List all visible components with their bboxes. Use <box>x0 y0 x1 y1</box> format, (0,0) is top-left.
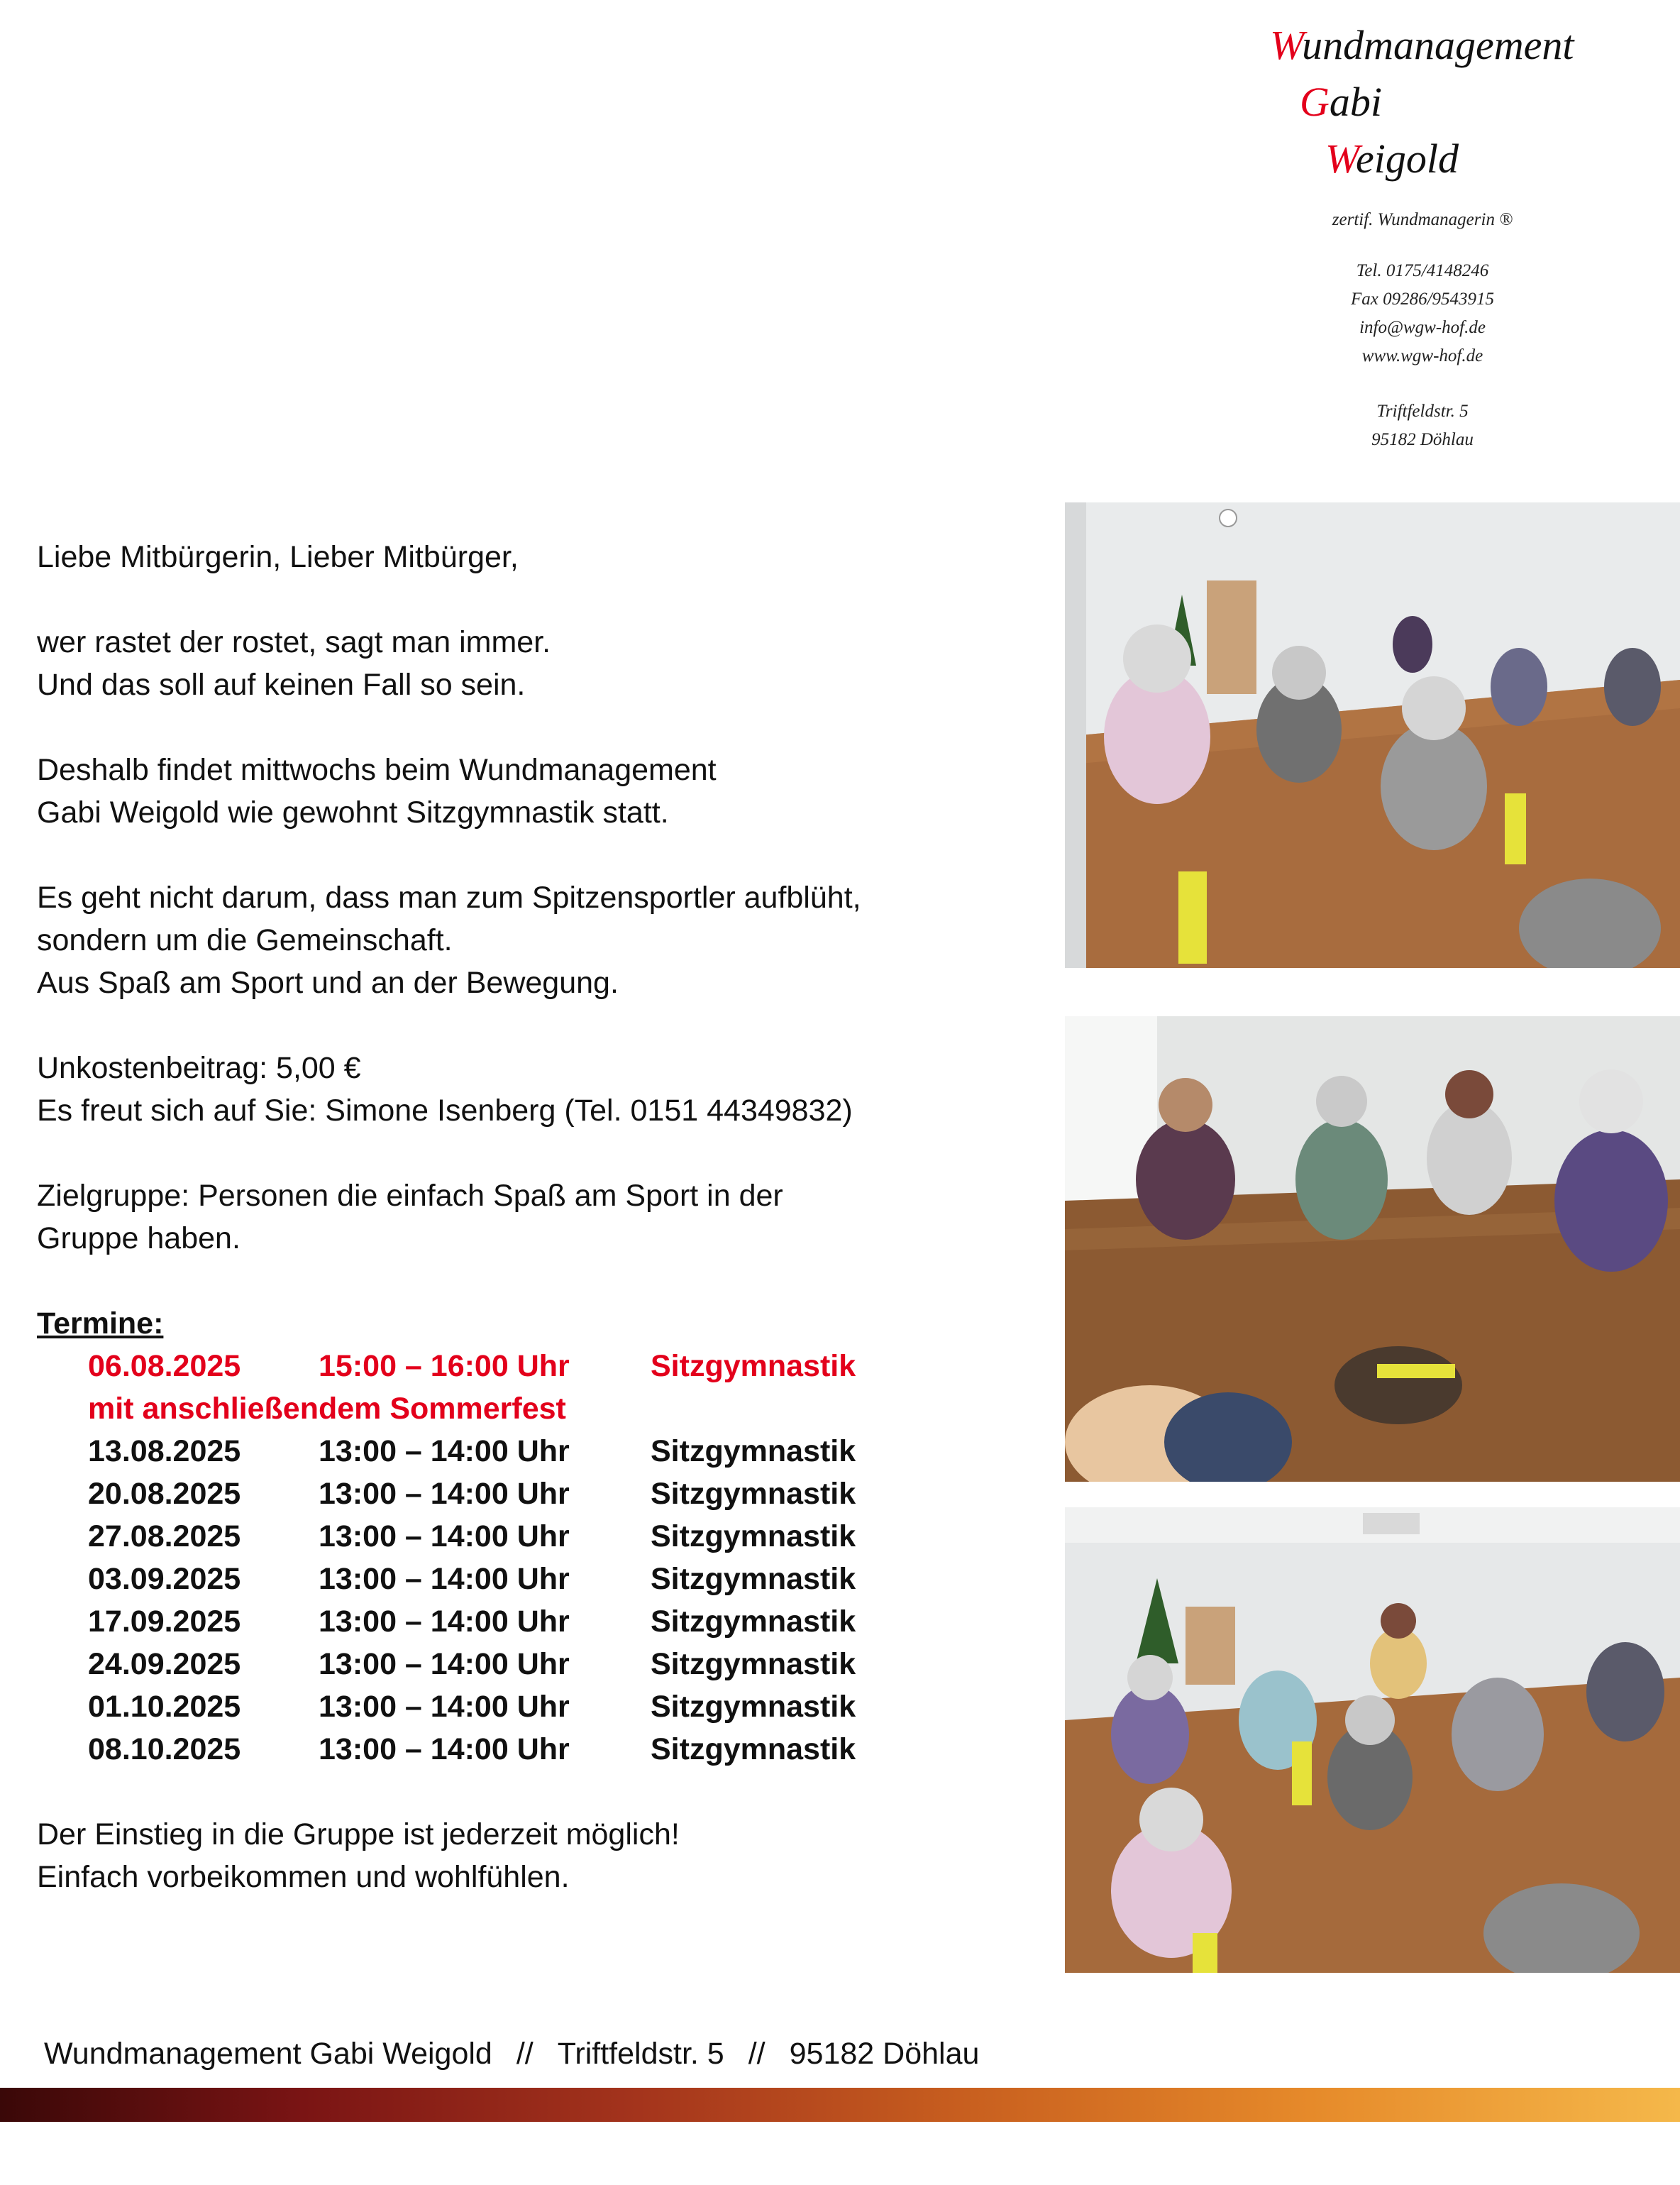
date-row-note <box>88 1387 1030 1430</box>
date-row <box>88 1685 1030 1728</box>
event: Sitzgymnastik <box>651 1732 856 1766</box>
dates-heading: Termine: <box>37 1306 164 1341</box>
text-line: Und das soll auf keinen Fall so sein. <box>37 668 526 702</box>
event-note: mit anschließendem Sommerfest <box>88 1392 566 1426</box>
date-row <box>88 1600 1030 1643</box>
address-street: Triftfeldstr. 5 <box>1376 402 1469 421</box>
email[interactable]: info@wgw-hof.de <box>1359 318 1486 337</box>
certification: zertif. Wundmanagerin ® <box>1332 210 1513 229</box>
time: 13:00 – 14:00 Uhr <box>319 1519 570 1553</box>
photo-group-exercise-2 <box>1065 1016 1680 1482</box>
date: 06.08.2025 <box>88 1349 241 1383</box>
time: 15:00 – 16:00 Uhr <box>319 1349 570 1383</box>
text-line: Einfach vorbeikommen und wohlfühlen. <box>37 1860 570 1894</box>
footer-separator: // <box>516 2037 534 2071</box>
time: 13:00 – 14:00 Uhr <box>319 1605 570 1639</box>
time: 13:00 – 14:00 Uhr <box>319 1477 570 1511</box>
date-row-highlight <box>88 1345 1030 1387</box>
date-row <box>88 1473 1030 1515</box>
greeting: Liebe Mitbürgerin, Lieber Mitbürger, <box>37 540 519 574</box>
letterhead-initial-g: G <box>1300 79 1330 125</box>
letterhead-initial-w2: W <box>1325 136 1356 182</box>
letterhead-text: eigold <box>1356 136 1459 182</box>
letterhead-text: abi <box>1329 79 1383 125</box>
address-city: 95182 Döhlau <box>1371 430 1474 449</box>
text-line: Gabi Weigold wie gewohnt Sitzgymnastik statt. <box>37 796 669 830</box>
letterhead-text: undmanagement <box>1302 22 1574 68</box>
paragraph-2 <box>37 749 1030 834</box>
event: Sitzgymnastik <box>651 1349 856 1383</box>
time: 13:00 – 14:00 Uhr <box>319 1690 570 1724</box>
event: Sitzgymnastik <box>651 1647 856 1681</box>
time: 13:00 – 14:00 Uhr <box>319 1562 570 1596</box>
letterhead-line-1 <box>1270 21 1574 69</box>
time: 13:00 – 14:00 Uhr <box>319 1732 570 1766</box>
text-line: Gruppe haben. <box>37 1221 241 1255</box>
event: Sitzgymnastik <box>651 1690 856 1724</box>
fee: Unkostenbeitrag: 5,00 € <box>37 1051 361 1085</box>
event: Sitzgymnastik <box>651 1605 856 1639</box>
date-list <box>37 1430 1030 1771</box>
event: Sitzgymnastik <box>651 1434 856 1468</box>
footer-street: Triftfeldstr. 5 <box>557 2037 724 2071</box>
phone: Tel. 0175/4148246 <box>1356 261 1489 280</box>
text-line: Der Einstieg in die Gruppe ist jederzeit möglich! <box>37 1817 680 1851</box>
letterhead-initial-w: W <box>1270 22 1303 68</box>
event: Sitzgymnastik <box>651 1519 856 1553</box>
footer-city: 95182 Döhlau <box>789 2037 980 2071</box>
fee-contact <box>37 1047 1030 1132</box>
text-line: Aus Spaß am Sport und an der Bewegung. <box>37 966 619 1000</box>
address-block <box>1270 397 1575 454</box>
text-line: wer rastet der rostet, sagt man immer. <box>37 625 551 659</box>
date-row <box>88 1515 1030 1558</box>
text-line: Zielgruppe: Personen die einfach Spaß am Sport in der <box>37 1179 783 1213</box>
date: 03.09.2025 <box>88 1562 241 1596</box>
letter-body <box>37 536 1030 1898</box>
paragraph-3 <box>37 876 1030 1004</box>
date: 20.08.2025 <box>88 1477 241 1511</box>
date-row <box>88 1558 1030 1600</box>
contact-person: Es freut sich auf Sie: Simone Isenberg (Tel. 0151 44349832) <box>37 1094 853 1128</box>
event: Sitzgymnastik <box>651 1562 856 1596</box>
target-group <box>37 1174 1030 1260</box>
date: 27.08.2025 <box>88 1519 241 1553</box>
paragraph-1 <box>37 621 1030 706</box>
letterhead-line-3 <box>1325 135 1459 182</box>
time: 13:00 – 14:00 Uhr <box>319 1647 570 1681</box>
date: 17.09.2025 <box>88 1605 241 1639</box>
date: 13.08.2025 <box>88 1434 241 1468</box>
photo-group-exercise-1 <box>1065 502 1680 968</box>
contact-block <box>1270 257 1575 370</box>
footer-name: Wundmanagement Gabi Weigold <box>44 2037 492 2071</box>
text-line: Es geht nicht darum, dass man zum Spitzensportler aufblüht, <box>37 881 861 915</box>
time: 13:00 – 14:00 Uhr <box>319 1434 570 1468</box>
closing <box>37 1813 1030 1898</box>
date: 08.10.2025 <box>88 1732 241 1766</box>
website[interactable]: www.wgw-hof.de <box>1361 346 1483 365</box>
text-line: sondern um die Gemeinschaft. <box>37 923 453 957</box>
letterhead-line-2 <box>1300 78 1382 126</box>
date-row <box>88 1643 1030 1685</box>
text-line: Deshalb findet mittwochs beim Wundmanagement <box>37 753 717 787</box>
date: 01.10.2025 <box>88 1690 241 1724</box>
fax: Fax 09286/9543915 <box>1350 290 1495 309</box>
footer-separator: // <box>748 2037 766 2071</box>
date-row <box>88 1430 1030 1473</box>
photo-group-exercise-3 <box>1065 1507 1680 1973</box>
event: Sitzgymnastik <box>651 1477 856 1511</box>
date: 24.09.2025 <box>88 1647 241 1681</box>
footer-gradient-bar <box>0 2088 1680 2122</box>
date-row <box>88 1728 1030 1771</box>
footer <box>44 2037 979 2071</box>
